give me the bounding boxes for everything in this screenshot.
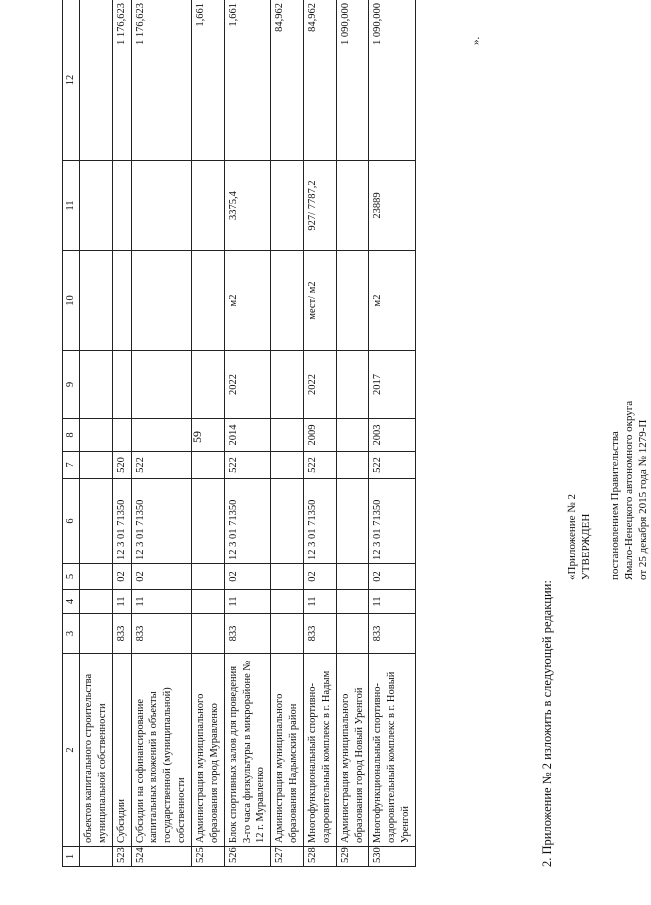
table-cell: 833 [369, 614, 416, 654]
table-cell [336, 614, 369, 654]
table-cell: 11 [369, 590, 416, 614]
table-cell [192, 161, 225, 251]
table-cell: 520 [112, 452, 131, 479]
table-cell: 833 [304, 614, 337, 654]
table-cell [131, 161, 191, 251]
table-cell: 11 [224, 590, 271, 614]
stamp-line [594, 401, 608, 580]
table-cell [192, 452, 225, 479]
column-number-header: 9 [63, 351, 80, 419]
table-cell: Многофункциональный спортивно-оздоровительный комплекс в г. Новый Уренгой [369, 654, 416, 847]
table-cell [192, 251, 225, 351]
table-cell: 527 [271, 847, 304, 867]
table-cell [192, 590, 225, 614]
table-row [271, 0, 304, 867]
table-cell: 523 [112, 847, 131, 867]
table-cell: 1 176,623 [112, 0, 131, 161]
page-number: 59 [190, 431, 204, 443]
table-cell [80, 452, 113, 479]
table-row [224, 0, 271, 867]
column-number-header: 8 [63, 419, 80, 452]
table-cell: 525 [192, 847, 225, 867]
column-number-header: 5 [63, 564, 80, 590]
table-cell: 02 [224, 564, 271, 590]
table-cell [80, 161, 113, 251]
table-cell [336, 564, 369, 590]
table-cell [271, 614, 304, 654]
column-number-header: 12 [63, 0, 80, 161]
table-cell: Администрация муниципального образования город Муравленко [192, 654, 225, 847]
table-cell [192, 479, 225, 564]
column-number-header: 3 [63, 614, 80, 654]
table-cell [336, 161, 369, 251]
table-cell [271, 452, 304, 479]
table-cell: 1 090,000 [369, 0, 416, 161]
table-cell [112, 161, 131, 251]
table-cell [131, 351, 191, 419]
table-cell [192, 564, 225, 590]
table-cell: 522 [224, 452, 271, 479]
stamp-line: УТВЕРЖДЕН [580, 513, 593, 580]
table-cell [80, 251, 113, 351]
table-cell [271, 251, 304, 351]
table-cell: 02 [131, 564, 191, 590]
column-number-header: 6 [63, 479, 80, 564]
table-cell: 2009 [304, 419, 337, 452]
table-cell: Субсидии на софинансирование капитальных вложений в объекты государственной (муниципальной) собственности [131, 654, 191, 847]
table-cell [336, 479, 369, 564]
table-cell: 12 3 01 71350 [112, 479, 131, 564]
table-cell [271, 590, 304, 614]
table-cell: 02 [304, 564, 337, 590]
table-cell [80, 479, 113, 564]
stamp-line: «Приложение № 2 [566, 493, 578, 580]
table-cell: 11 [112, 590, 131, 614]
table-cell [80, 590, 113, 614]
table-cell [192, 351, 225, 419]
table-row [304, 0, 337, 867]
table-cell [80, 564, 113, 590]
table-cell: Блок спортивных залов для проведения 3-го часа физкультуры в микрорайоне № 12 г. Муравленко [224, 654, 271, 847]
table-cell [80, 351, 113, 419]
table-cell: 84,962 [304, 0, 337, 161]
table-cell [336, 452, 369, 479]
column-number-header: 4 [63, 590, 80, 614]
table-cell: 02 [369, 564, 416, 590]
amendment-note: 2. Приложение № 2 изложить в следующей редакции: [540, 580, 554, 867]
table-cell: 11 [304, 590, 337, 614]
table-cell: 02 [112, 564, 131, 590]
table-cell: 23889 [369, 161, 416, 251]
column-number-header: 7 [63, 452, 80, 479]
table-cell: 528 [304, 847, 337, 867]
table-cell [80, 847, 113, 867]
table-cell [336, 419, 369, 452]
table-row [112, 0, 131, 867]
table-cell [192, 614, 225, 654]
table-cell: 833 [224, 614, 271, 654]
stamp-line: постановлением Правительства [608, 431, 621, 580]
table-cell: 2017 [369, 351, 416, 419]
table-cell: 927/ 7787,2 [304, 161, 337, 251]
table-cell: 833 [112, 614, 131, 654]
table-cell: 1,661 [224, 0, 271, 161]
table-cell: м2 [224, 251, 271, 351]
table-cell [271, 419, 304, 452]
table-cell [271, 479, 304, 564]
column-number-header: 1 [63, 847, 80, 867]
table-cell: 1 090,000 [336, 0, 369, 161]
table-cell [80, 614, 113, 654]
closing-quote-mark: ». [470, 36, 482, 45]
table-row [192, 0, 225, 867]
table-row [131, 0, 191, 867]
table-cell: м2 [369, 251, 416, 351]
table-cell [271, 564, 304, 590]
table-cell: Субсидии [112, 654, 131, 847]
table-cell: 2022 [304, 351, 337, 419]
table-cell: 11 [131, 590, 191, 614]
table-header-row [63, 0, 80, 867]
table-cell: 1,661 [192, 0, 225, 161]
table-cell: Администрация муниципального образования город Новый Уренгой [336, 654, 369, 847]
table-cell: 12 3 01 71350 [369, 479, 416, 564]
table-cell [336, 590, 369, 614]
table-cell: 526 [224, 847, 271, 867]
stamp-line: Ямало-Ненецкого автономного округа [623, 400, 636, 580]
table-cell [336, 251, 369, 351]
table-cell [192, 419, 225, 452]
table-cell [80, 0, 113, 161]
table-cell: Многофункциональный спортивно-оздоровительный комплекс в г. Надым [304, 654, 337, 847]
budget-table-container [62, 0, 416, 867]
table-cell: 2003 [369, 419, 416, 452]
table-cell: 1 176,623 [131, 0, 191, 161]
table-cell [80, 419, 113, 452]
table-cell: мест/ м2 [304, 251, 337, 351]
budget-table [62, 0, 416, 867]
table-cell [271, 161, 304, 251]
stamp-line: от 25 декабря 2015 года № 1279-П [637, 419, 650, 580]
column-number-header: 10 [63, 251, 80, 351]
table-cell [112, 251, 131, 351]
table-cell: 522 [369, 452, 416, 479]
table-cell [131, 251, 191, 351]
table-cell [271, 351, 304, 419]
table-row [336, 0, 369, 867]
table-cell: 522 [131, 452, 191, 479]
column-number-header: 2 [63, 654, 80, 847]
table-cell: 524 [131, 847, 191, 867]
approval-stamp [565, 401, 651, 580]
table-cell [336, 351, 369, 419]
table-cell [112, 419, 131, 452]
table-row [369, 0, 416, 867]
table-cell: 833 [131, 614, 191, 654]
table-cell [131, 419, 191, 452]
table-cell: 530 [369, 847, 416, 867]
table-cell: 2022 [224, 351, 271, 419]
table-cell: 12 3 01 71350 [131, 479, 191, 564]
table-cell: 84,962 [271, 0, 304, 161]
column-number-header: 11 [63, 161, 80, 251]
table-cell: Администрация муниципального образования Надымский район [271, 654, 304, 847]
table-cell: объектов капитального строительства муниципальной собственности [80, 654, 113, 847]
table-cell: 522 [304, 452, 337, 479]
table-cell: 12 3 01 71350 [224, 479, 271, 564]
table-cell [112, 351, 131, 419]
table-cell: 12 3 01 71350 [304, 479, 337, 564]
table-cell: 2014 [224, 419, 271, 452]
table-cell: 529 [336, 847, 369, 867]
table-cell: 3375,4 [224, 161, 271, 251]
table-row [80, 0, 113, 867]
